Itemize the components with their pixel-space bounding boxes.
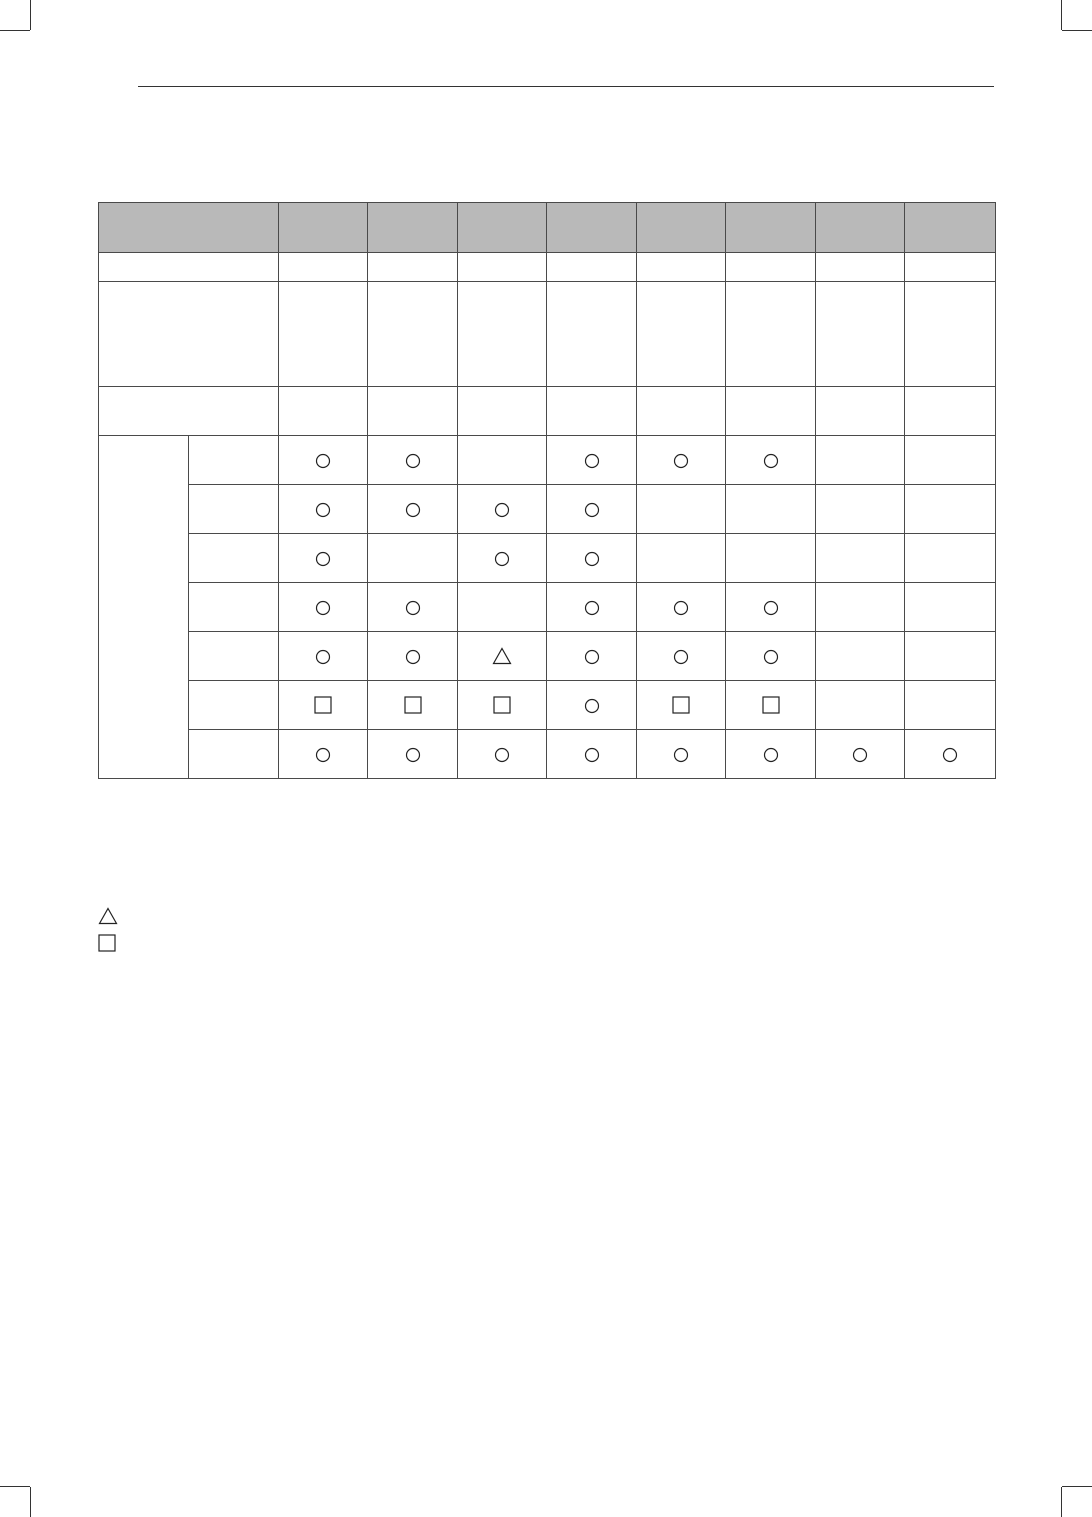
table-cell	[726, 436, 816, 485]
table-cell	[905, 534, 996, 583]
table-row	[99, 436, 996, 485]
table-cell	[726, 387, 816, 436]
table-row	[99, 485, 996, 534]
table-cell	[816, 387, 905, 436]
crop-mark-bottom-left-h	[0, 1486, 30, 1487]
table-cell	[547, 681, 637, 730]
table-cell	[726, 282, 816, 387]
table-row	[99, 282, 996, 387]
legend-item	[98, 929, 126, 956]
circle-icon	[584, 649, 600, 665]
square-icon	[762, 696, 780, 714]
table-cell	[279, 730, 368, 779]
circle-icon	[405, 502, 421, 518]
circle-icon	[763, 649, 779, 665]
row-label-cell	[189, 583, 279, 632]
crop-mark-bottom-right-h	[1062, 1486, 1092, 1487]
table-cell	[637, 681, 726, 730]
table-cell	[279, 681, 368, 730]
crop-mark-top-left-h	[0, 30, 30, 31]
circle-icon	[673, 453, 689, 469]
circle-icon	[405, 453, 421, 469]
crop-mark-bottom-left-v	[30, 1487, 31, 1517]
row-label-cell	[189, 436, 279, 485]
circle-icon	[763, 600, 779, 616]
table-cell	[905, 485, 996, 534]
table-row	[99, 632, 996, 681]
circle-icon	[584, 747, 600, 763]
table-cell	[905, 632, 996, 681]
table-cell	[905, 681, 996, 730]
circle-icon	[763, 747, 779, 763]
table-row	[99, 583, 996, 632]
table-cell	[368, 282, 458, 387]
table-cell	[726, 534, 816, 583]
table-cell	[547, 583, 637, 632]
table-cell	[726, 583, 816, 632]
circle-icon	[584, 453, 600, 469]
circle-icon	[942, 747, 958, 763]
table-cell	[458, 583, 547, 632]
circle-icon	[315, 502, 331, 518]
table-cell	[279, 583, 368, 632]
table-cell	[458, 253, 547, 282]
circle-icon	[584, 698, 600, 714]
table-header-row	[99, 203, 996, 253]
table-cell	[547, 632, 637, 681]
crop-mark-bottom-right-v	[1061, 1487, 1062, 1517]
circle-icon	[315, 747, 331, 763]
square-icon	[672, 696, 690, 714]
table-cell	[637, 534, 726, 583]
group-label-cell	[99, 436, 189, 779]
table-cell	[368, 730, 458, 779]
table-cell	[279, 485, 368, 534]
table-cell	[816, 681, 905, 730]
table-row	[99, 681, 996, 730]
table-cell	[726, 485, 816, 534]
table-cell	[279, 436, 368, 485]
header-rule	[138, 86, 994, 87]
table-cell	[905, 730, 996, 779]
table-cell	[368, 632, 458, 681]
circle-icon	[315, 600, 331, 616]
row-label-cell	[189, 681, 279, 730]
square-icon	[404, 696, 422, 714]
circle-icon	[405, 747, 421, 763]
table-cell	[816, 583, 905, 632]
header-cell	[816, 203, 905, 253]
table-cell	[279, 253, 368, 282]
table-cell	[279, 282, 368, 387]
table-cell	[458, 681, 547, 730]
circle-icon	[763, 453, 779, 469]
table-cell	[637, 387, 726, 436]
table-cell	[637, 583, 726, 632]
table-cell	[905, 583, 996, 632]
triangle-icon	[98, 907, 118, 925]
circle-icon	[673, 600, 689, 616]
legend-item	[98, 902, 126, 929]
header-cell	[726, 203, 816, 253]
table-cell	[816, 534, 905, 583]
table-cell	[905, 387, 996, 436]
table-cell	[637, 436, 726, 485]
circle-icon	[584, 502, 600, 518]
circle-icon	[584, 551, 600, 567]
header-cell	[279, 203, 368, 253]
table-cell	[368, 534, 458, 583]
row-label-cell	[99, 387, 279, 436]
table-cell	[637, 632, 726, 681]
row-label-cell	[189, 730, 279, 779]
table-cell	[458, 632, 547, 681]
circle-icon	[405, 649, 421, 665]
table-cell	[368, 485, 458, 534]
circle-icon	[494, 551, 510, 567]
circle-icon	[673, 747, 689, 763]
table-cell	[279, 387, 368, 436]
table-row	[99, 730, 996, 779]
table-cell	[637, 282, 726, 387]
table-cell	[458, 387, 547, 436]
crop-mark-top-right-v	[1061, 0, 1062, 30]
table-cell	[816, 282, 905, 387]
header-cell	[368, 203, 458, 253]
compatibility-table	[98, 202, 996, 779]
legend	[98, 902, 126, 956]
table-cell	[637, 485, 726, 534]
circle-icon	[584, 600, 600, 616]
row-label-cell	[99, 282, 279, 387]
table-cell	[816, 632, 905, 681]
circle-icon	[315, 649, 331, 665]
table-cell	[458, 436, 547, 485]
circle-icon	[405, 600, 421, 616]
table-cell	[905, 253, 996, 282]
table-cell	[547, 485, 637, 534]
circle-icon	[673, 649, 689, 665]
table-cell	[637, 253, 726, 282]
table-row	[99, 534, 996, 583]
square-icon	[314, 696, 332, 714]
table-cell	[368, 387, 458, 436]
circle-icon	[494, 502, 510, 518]
header-cell	[905, 203, 996, 253]
table-cell	[816, 730, 905, 779]
table-cell	[279, 534, 368, 583]
table-cell	[368, 681, 458, 730]
circle-icon	[315, 551, 331, 567]
table-cell	[816, 485, 905, 534]
circle-icon	[315, 453, 331, 469]
row-label-cell	[189, 534, 279, 583]
crop-mark-top-right-h	[1062, 30, 1092, 31]
square-icon	[98, 934, 116, 952]
table-cell	[726, 681, 816, 730]
header-cell	[458, 203, 547, 253]
crop-mark-top-left-v	[30, 0, 31, 30]
triangle-icon	[492, 647, 512, 665]
row-label-cell	[189, 485, 279, 534]
square-icon	[493, 696, 511, 714]
table-cell	[279, 632, 368, 681]
table-cell	[547, 730, 637, 779]
table-cell	[547, 534, 637, 583]
circle-icon	[494, 747, 510, 763]
table-cell	[458, 534, 547, 583]
table-cell	[458, 485, 547, 534]
table-cell	[637, 730, 726, 779]
table-cell	[368, 436, 458, 485]
table-cell	[547, 387, 637, 436]
table-cell	[816, 253, 905, 282]
table-cell	[905, 436, 996, 485]
table-cell	[547, 282, 637, 387]
table-cell	[816, 436, 905, 485]
table-cell	[726, 730, 816, 779]
table-cell	[458, 730, 547, 779]
header-cell	[99, 203, 279, 253]
table-row	[99, 253, 996, 282]
header-cell	[637, 203, 726, 253]
table-cell	[905, 282, 996, 387]
circle-icon	[852, 747, 868, 763]
table-row	[99, 387, 996, 436]
table-cell	[458, 282, 547, 387]
table-cell	[547, 436, 637, 485]
row-label-cell	[189, 632, 279, 681]
table-cell	[547, 253, 637, 282]
table-cell	[368, 253, 458, 282]
table-cell	[726, 253, 816, 282]
table-cell	[368, 583, 458, 632]
header-cell	[547, 203, 637, 253]
table-cell	[726, 632, 816, 681]
row-label-cell	[99, 253, 279, 282]
